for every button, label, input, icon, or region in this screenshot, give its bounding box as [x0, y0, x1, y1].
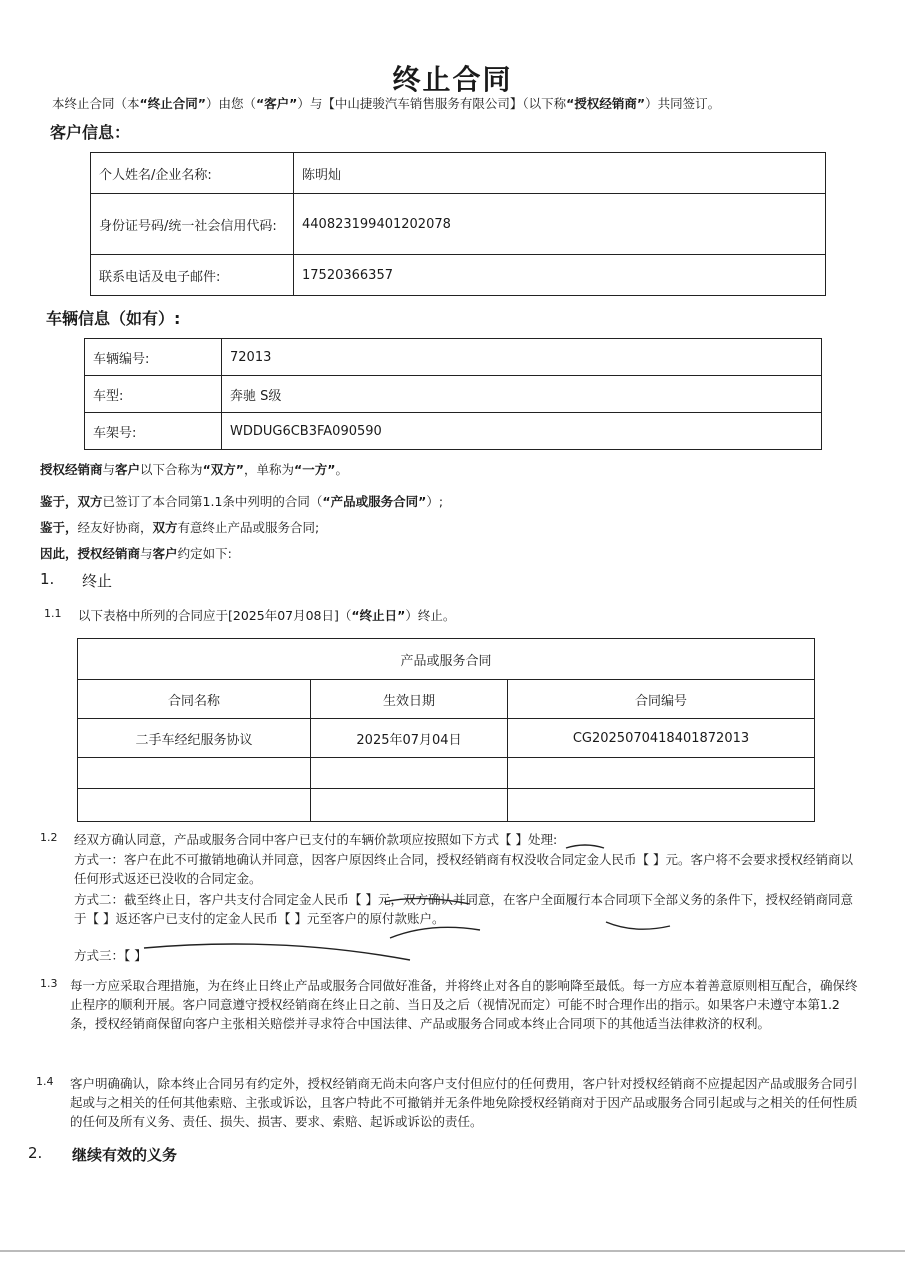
customer-contact-value: 17520366357 — [294, 255, 826, 296]
recital-whereas-2 — [40, 518, 319, 537]
column-header-contract-number: 合同编号 — [508, 680, 815, 719]
clause-1-2-number: 1.2 — [40, 831, 58, 844]
table-row — [91, 255, 826, 296]
method-label: 方式三： — [74, 948, 125, 963]
clause-1-2-intro: 经双方确认同意，产品或服务合同中客户已支付的车辆价款项应按照如下方式【 】处理: — [74, 832, 558, 847]
table-row — [78, 789, 815, 822]
recital-text: 与 — [102, 462, 116, 477]
section-1-title: 终止 — [82, 572, 113, 590]
term-customer: 客户 — [152, 546, 178, 561]
method-text: 客户在此不可撤销地确认并同意，因客户原因终止合同，授权经销商有权没收合同定金人民币【 】元。客户将不会要求授权经销商以任何形式返还已没收的合同定金。 — [74, 852, 853, 886]
clause-text: 以下表格中所列的合同应于[2025年07月08日]（ — [78, 608, 352, 623]
recital-whereas-label: 鉴于， — [40, 494, 78, 509]
customer-id-value: 440823199401202078 — [294, 194, 826, 255]
column-header-contract-name: 合同名称 — [78, 680, 311, 719]
customer-info-heading: 客户信息： — [50, 123, 131, 142]
vehicle-number-label: 车辆编号: — [85, 339, 222, 376]
clause-1-1-text — [78, 606, 455, 625]
cell-contract-number — [508, 789, 815, 822]
intro-term-customer: “客户” — [255, 96, 298, 111]
recital-text: 。 — [335, 462, 348, 477]
cell-contract-name — [78, 758, 311, 789]
recital-therefore-label: 因此， — [40, 546, 78, 561]
vehicle-vin-label: 车架号: — [85, 413, 222, 450]
cell-contract-name — [78, 789, 311, 822]
contract-table — [77, 638, 815, 822]
column-header-effective-date: 生效日期 — [311, 680, 508, 719]
section-1-number: 1. — [40, 570, 55, 588]
intro-text-3: ）与【中山捷骏汽车销售服务有限公司】（以下称 — [297, 96, 567, 111]
vehicle-number-value: 72013 — [222, 339, 822, 376]
table-row — [85, 413, 822, 450]
vehicle-info-heading: 车辆信息（如有）: — [46, 309, 181, 328]
clause-1-3-text: 每一方应采取合理措施，为在终止日终止产品或服务合同做好准备，并将终止对各自的影响降至最低。每一方应本着善意原则相互配合，确保终止程序的顺利开展。客户同意遵守授权经销商在终止日之前、当日及之后（视情况而定）可能不时合理作出的指示。如果客户未遵守本第1.2条，授权经销商保留向客户主张相关赔偿并寻求符合中国法律、产品或服务合同或本终止合同项下的其他适当法律救济的权利。 — [70, 978, 858, 1031]
intro-text-1: 本终止合同（本 — [52, 96, 140, 111]
method-text: 截至终止日，客户共支付合同定金人民币【 】元，双方确认并同意，在客户全面履行本合同项下全部义务的条件下，授权经销商同意于【 】返还客户已支付的定金人民币【 】元至客户的原付款账户。 — [74, 892, 853, 926]
table-row — [85, 376, 822, 413]
customer-contact-label: 联系电话及电子邮件: — [91, 255, 294, 296]
recital-therefore — [40, 544, 232, 563]
recital-text: ，单称为 — [244, 462, 295, 477]
intro-term-termination: “终止合同” — [139, 96, 206, 111]
recital-text: 与 — [140, 546, 153, 561]
cell-effective-date — [311, 758, 508, 789]
clause-1-3-number: 1.3 — [40, 977, 58, 990]
term-both-parties: 双方 — [152, 520, 178, 535]
page-bottom-edge — [0, 1250, 905, 1252]
recital-parties — [40, 460, 348, 479]
method-label: 方式二： — [74, 892, 125, 907]
table-row — [91, 194, 826, 255]
intro-text-4: ）共同签订。 — [645, 96, 721, 111]
cell-contract-number: CG2025070418401872013 — [508, 719, 815, 758]
handwritten-dash-mark — [560, 840, 610, 854]
term-termination-date: “终止日” — [351, 608, 406, 623]
customer-name-value: 陈明灿 — [294, 153, 826, 194]
recital-text: 约定如下: — [177, 546, 232, 561]
cell-contract-name: 二手车经纪服务协议 — [78, 719, 311, 758]
clause-1-2-method-1 — [74, 850, 858, 888]
handwritten-line-mark — [140, 936, 420, 966]
handwritten-dash-mark — [600, 916, 680, 936]
table-row — [85, 339, 822, 376]
term-product-contract: “产品或服务合同” — [322, 494, 427, 509]
customer-id-label: 身份证号码/统一社会信用代码: — [91, 194, 294, 255]
section-2-title: 继续有效的义务 — [72, 1146, 178, 1164]
term-both-parties: 双方 — [77, 494, 103, 509]
contract-table-caption: 产品或服务合同 — [78, 639, 815, 680]
cell-contract-number — [508, 758, 815, 789]
vehicle-model-value: 奔驰 S级 — [222, 376, 822, 413]
clause-1-4-text: 客户明确确认，除本终止合同另有约定外，授权经销商无尚未向客户支付但应付的任何费用，客户针对授权经销商不应提起因产品或服务合同引起或与之相关的任何其他索赔、主张或诉讼，且客户特此不可撤销并无条件地免除授权经销商对于因产品或服务合同引起或与之相关的任何性质的任何及所有义务、责任、损失、损害、要求、索赔、起诉或诉讼的责任。 — [70, 1076, 858, 1129]
clause-1-1-number: 1.1 — [44, 607, 62, 620]
customer-info-table — [90, 152, 826, 296]
table-row — [91, 153, 826, 194]
intro-term-dealer: “授权经销商” — [566, 96, 646, 111]
document-title: 终止合同 — [392, 63, 513, 96]
term-dealer: 授权经销商 — [40, 462, 103, 477]
method-label: 方式一： — [74, 852, 125, 867]
term-one-party: “一方” — [294, 462, 336, 477]
table-row — [78, 719, 815, 758]
clause-1-4-number: 1.4 — [36, 1075, 54, 1088]
method-text: 【 】 — [124, 948, 147, 963]
recital-text: 以下合称为 — [140, 462, 203, 477]
section-2-number: 2. — [28, 1144, 43, 1162]
vehicle-model-label: 车型: — [85, 376, 222, 413]
recital-text: ）; — [426, 494, 444, 509]
cell-effective-date: 2025年07月04日 — [311, 719, 508, 758]
clause-1-2-method-3 — [74, 946, 147, 965]
customer-name-label: 个人姓名/企业名称: — [91, 153, 294, 194]
table-row — [78, 758, 815, 789]
table-caption-row — [78, 639, 815, 680]
recital-whereas-1 — [40, 492, 443, 511]
vehicle-vin-value: WDDUG6CB3FA090590 — [222, 413, 822, 450]
clause-text: ）终止。 — [405, 608, 456, 623]
recital-whereas-label: 鉴于， — [40, 520, 78, 535]
recital-text: 经友好协商， — [77, 520, 153, 535]
table-header-row — [78, 680, 815, 719]
term-both-parties: “双方” — [202, 462, 244, 477]
cell-effective-date — [311, 789, 508, 822]
vehicle-info-table — [84, 338, 822, 450]
intro-paragraph — [52, 94, 720, 113]
recital-text: 已签订了本合同第1.1条中列明的合同（ — [102, 494, 323, 509]
intro-text-2: ）由您（ — [205, 96, 256, 111]
term-customer: 客户 — [115, 462, 141, 477]
term-dealer: 授权经销商 — [77, 546, 141, 561]
recital-text: 有意终止产品或服务合同; — [177, 520, 320, 535]
